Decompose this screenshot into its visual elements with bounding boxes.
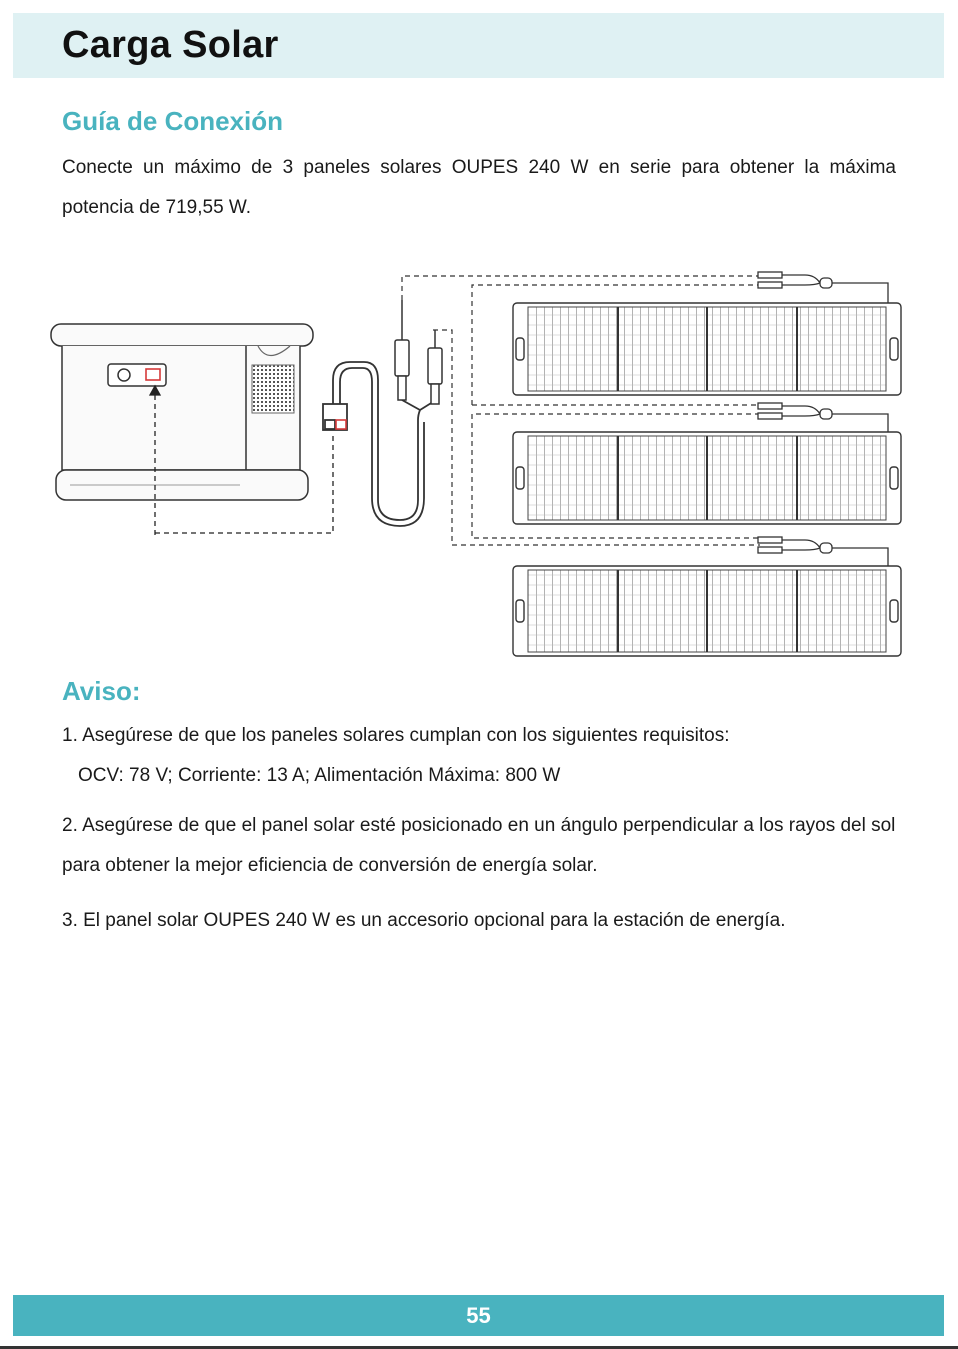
connection-diagram	[0, 0, 958, 670]
solar-panel-2	[513, 432, 901, 524]
mc4-connectors	[395, 300, 442, 404]
dashed-routing	[402, 276, 760, 545]
power-port-arrow	[150, 386, 333, 535]
notice-item: 1. Asegúrese de que los paneles solares cumplan con los siguientes requisitos:	[62, 725, 730, 746]
page-title: Carga Solar	[62, 24, 279, 66]
extension-cable	[323, 362, 436, 526]
panel-connector-3	[758, 537, 888, 566]
panel-connector-1	[758, 272, 888, 303]
notice-item: 3. El panel solar OUPES 240 W es un accesorio opcional para la estación de energía.	[62, 910, 786, 931]
guide-intro: Conecte un máximo de 3 paneles solares OUPES 240 W en serie para obtener la máxima potencia de 719,55 W.	[62, 157, 896, 218]
notice-item: 2. Asegúrese de que el panel solar esté posicionado en un ángulo perpendicular a los rayos del sol para obtener la mejor eficiencia de conversión de energía solar.	[62, 815, 896, 876]
solar-panel-3	[513, 566, 901, 656]
power-station	[51, 324, 313, 500]
notice-heading: Aviso:	[62, 676, 141, 706]
footer-bar	[13, 1295, 944, 1336]
notice-list	[62, 716, 912, 941]
page-number: 55	[466, 1303, 491, 1328]
panel-connector-2	[758, 403, 888, 432]
guide-heading: Guía de Conexión	[62, 106, 284, 136]
solar-panel-1	[513, 303, 901, 395]
notice-item-detail: OCV: 78 V; Corriente: 13 A; Alimentación Máxima: 800 W	[78, 765, 561, 786]
